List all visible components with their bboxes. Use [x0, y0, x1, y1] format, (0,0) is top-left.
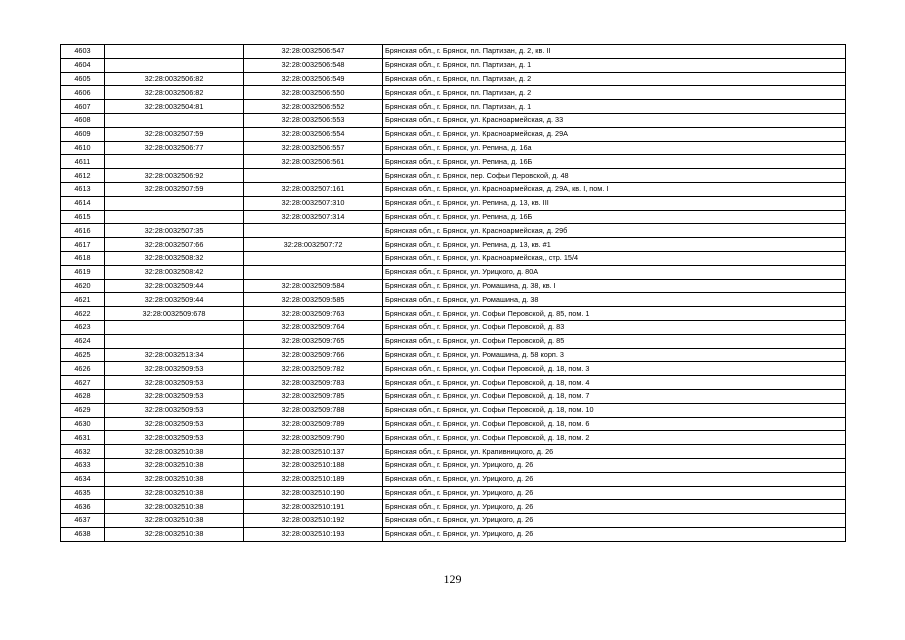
previous-cadastral-number-cell: 32:28:0032506:92 — [105, 169, 244, 183]
previous-cadastral-number-cell: 32:28:0032510:38 — [105, 514, 244, 528]
row-number-cell: 4625 — [61, 348, 105, 362]
previous-cadastral-number-cell: 32:28:0032504:81 — [105, 100, 244, 114]
table-row — [61, 72, 846, 86]
row-number-cell: 4620 — [61, 279, 105, 293]
table-row — [61, 403, 846, 417]
previous-cadastral-number-cell: 32:28:0032510:38 — [105, 500, 244, 514]
address-cell: Брянская обл., г. Брянск, ул. Красноармейская, д. 29б — [383, 224, 846, 238]
row-number-cell: 4622 — [61, 307, 105, 321]
row-number-cell: 4624 — [61, 334, 105, 348]
row-number-cell: 4607 — [61, 100, 105, 114]
row-number-cell: 4603 — [61, 45, 105, 59]
previous-cadastral-number-cell: 32:28:0032509:44 — [105, 293, 244, 307]
cadastral-number-cell: 32:28:0032510:192 — [244, 514, 383, 528]
address-cell: Брянская обл., г. Брянск, ул. Софьи Перовской, д. 18, пом. 3 — [383, 362, 846, 376]
cadastral-number-cell: 32:28:0032506:561 — [244, 155, 383, 169]
row-number-cell: 4637 — [61, 514, 105, 528]
previous-cadastral-number-cell: 32:28:0032509:53 — [105, 431, 244, 445]
row-number-cell: 4606 — [61, 86, 105, 100]
registry-table — [60, 44, 846, 542]
address-cell: Брянская обл., г. Брянск, ул. Софьи Перовской, д. 18, пом. 10 — [383, 403, 846, 417]
table-row — [61, 265, 846, 279]
previous-cadastral-number-cell: 32:28:0032506:82 — [105, 72, 244, 86]
table-row — [61, 445, 846, 459]
address-cell: Брянская обл., г. Брянск, ул. Урицкого, д. 26 — [383, 500, 846, 514]
row-number-cell: 4621 — [61, 293, 105, 307]
cadastral-number-cell: 32:28:0032509:788 — [244, 403, 383, 417]
cadastral-number-cell: 32:28:0032510:191 — [244, 500, 383, 514]
cadastral-number-cell: 32:28:0032506:552 — [244, 100, 383, 114]
table-row — [61, 58, 846, 72]
row-number-cell: 4633 — [61, 458, 105, 472]
address-cell: Брянская обл., г. Брянск, ул. Крапивницкого, д. 26 — [383, 445, 846, 459]
row-number-cell: 4631 — [61, 431, 105, 445]
row-number-cell: 4611 — [61, 155, 105, 169]
previous-cadastral-number-cell: 32:28:0032510:38 — [105, 486, 244, 500]
row-number-cell: 4635 — [61, 486, 105, 500]
address-cell: Брянская обл., г. Брянск, ул. Софьи Перовской, д. 18, пом. 7 — [383, 389, 846, 403]
cadastral-number-cell: 32:28:0032510:190 — [244, 486, 383, 500]
address-cell: Брянская обл., г. Брянск, ул. Красноармейская, д. 29А — [383, 127, 846, 141]
address-cell: Брянская обл., г. Брянск, ул. Урицкого, д. 26 — [383, 472, 846, 486]
table-row — [61, 210, 846, 224]
table-row — [61, 279, 846, 293]
cadastral-number-cell: 32:28:0032509:765 — [244, 334, 383, 348]
row-number-cell: 4613 — [61, 182, 105, 196]
table-row — [61, 224, 846, 238]
address-cell: Брянская обл., г. Брянск, ул. Красноармейская, д. 33 — [383, 113, 846, 127]
cadastral-number-cell: 32:28:0032510:188 — [244, 458, 383, 472]
address-cell: Брянская обл., г. Брянск, ул. Софьи Перовской, д. 83 — [383, 320, 846, 334]
address-cell: Брянская обл., г. Брянск, пер. Софьи Перовской, д. 48 — [383, 169, 846, 183]
row-number-cell: 4634 — [61, 472, 105, 486]
cadastral-number-cell — [244, 251, 383, 265]
address-cell: Брянская обл., г. Брянск, ул. Урицкого, д. 26 — [383, 514, 846, 528]
previous-cadastral-number-cell — [105, 210, 244, 224]
address-cell: Брянская обл., г. Брянск, ул. Урицкого, д. 80А — [383, 265, 846, 279]
previous-cadastral-number-cell — [105, 196, 244, 210]
table-row — [61, 293, 846, 307]
cadastral-number-cell — [244, 169, 383, 183]
cadastral-number-cell: 32:28:0032507:72 — [244, 238, 383, 252]
cadastral-number-cell — [244, 265, 383, 279]
row-number-cell: 4608 — [61, 113, 105, 127]
row-number-cell: 4609 — [61, 127, 105, 141]
previous-cadastral-number-cell: 32:28:0032507:66 — [105, 238, 244, 252]
table-row — [61, 196, 846, 210]
previous-cadastral-number-cell: 32:28:0032510:38 — [105, 445, 244, 459]
table-row — [61, 514, 846, 528]
table-row — [61, 86, 846, 100]
cadastral-number-cell: 32:28:0032509:584 — [244, 279, 383, 293]
cadastral-number-cell: 32:28:0032506:548 — [244, 58, 383, 72]
row-number-cell: 4628 — [61, 389, 105, 403]
row-number-cell: 4618 — [61, 251, 105, 265]
previous-cadastral-number-cell — [105, 155, 244, 169]
row-number-cell: 4636 — [61, 500, 105, 514]
table-row — [61, 251, 846, 265]
cadastral-number-cell: 32:28:0032506:557 — [244, 141, 383, 155]
previous-cadastral-number-cell: 32:28:0032509:53 — [105, 389, 244, 403]
address-cell: Брянская обл., г. Брянск, ул. Софьи Перовской, д. 85, пом. 1 — [383, 307, 846, 321]
table-row — [61, 100, 846, 114]
table-row — [61, 472, 846, 486]
previous-cadastral-number-cell — [105, 45, 244, 59]
cadastral-number-cell: 32:28:0032509:764 — [244, 320, 383, 334]
cadastral-number-cell: 32:28:0032510:189 — [244, 472, 383, 486]
previous-cadastral-number-cell: 32:28:0032507:35 — [105, 224, 244, 238]
cadastral-number-cell: 32:28:0032509:766 — [244, 348, 383, 362]
cadastral-number-cell: 32:28:0032506:553 — [244, 113, 383, 127]
previous-cadastral-number-cell: 32:28:0032509:53 — [105, 417, 244, 431]
table-row — [61, 486, 846, 500]
table-row — [61, 238, 846, 252]
row-number-cell: 4617 — [61, 238, 105, 252]
row-number-cell: 4629 — [61, 403, 105, 417]
previous-cadastral-number-cell: 32:28:0032509:53 — [105, 403, 244, 417]
table-row — [61, 127, 846, 141]
cadastral-number-cell: 32:28:0032506:550 — [244, 86, 383, 100]
address-cell: Брянская обл., г. Брянск, ул. Ромашина, д. 38 — [383, 293, 846, 307]
address-cell: Брянская обл., г. Брянск, ул. Репина, д. 13, кв. III — [383, 196, 846, 210]
address-cell: Брянская обл., г. Брянск, ул. Софьи Перовской, д. 18, пом. 4 — [383, 376, 846, 390]
address-cell: Брянская обл., г. Брянск, ул. Репина, д. 13, кв. #1 — [383, 238, 846, 252]
previous-cadastral-number-cell: 32:28:0032509:53 — [105, 362, 244, 376]
address-cell: Брянская обл., г. Брянск, ул. Софьи Перовской, д. 18, пом. 2 — [383, 431, 846, 445]
cadastral-number-cell: 32:28:0032509:782 — [244, 362, 383, 376]
previous-cadastral-number-cell: 32:28:0032507:59 — [105, 182, 244, 196]
previous-cadastral-number-cell: 32:28:0032513:34 — [105, 348, 244, 362]
cadastral-number-cell: 32:28:0032509:585 — [244, 293, 383, 307]
row-number-cell: 4616 — [61, 224, 105, 238]
table-row — [61, 458, 846, 472]
table-row — [61, 155, 846, 169]
cadastral-number-cell: 32:28:0032509:785 — [244, 389, 383, 403]
table-row — [61, 348, 846, 362]
address-cell: Брянская обл., г. Брянск, ул. Репина, д. 16Б — [383, 210, 846, 224]
table-row — [61, 141, 846, 155]
address-cell: Брянская обл., г. Брянск, ул. Софьи Перовской, д. 85 — [383, 334, 846, 348]
address-cell: Брянская обл., г. Брянск, ул. Красноармейская,, стр. 15/4 — [383, 251, 846, 265]
row-number-cell: 4610 — [61, 141, 105, 155]
cadastral-number-cell: 32:28:0032507:310 — [244, 196, 383, 210]
row-number-cell: 4615 — [61, 210, 105, 224]
table-row — [61, 307, 846, 321]
cadastral-number-cell: 32:28:0032509:783 — [244, 376, 383, 390]
address-cell: Брянская обл., г. Брянск, ул. Софьи Перовской, д. 18, пом. 6 — [383, 417, 846, 431]
previous-cadastral-number-cell: 32:28:0032510:38 — [105, 458, 244, 472]
page-number: 129 — [443, 572, 462, 586]
previous-cadastral-number-cell — [105, 334, 244, 348]
previous-cadastral-number-cell: 32:28:0032509:44 — [105, 279, 244, 293]
table-row — [61, 45, 846, 59]
address-cell: Брянская обл., г. Брянск, ул. Репина, д. 16Б — [383, 155, 846, 169]
previous-cadastral-number-cell: 32:28:0032510:38 — [105, 472, 244, 486]
cadastral-number-cell: 32:28:0032509:763 — [244, 307, 383, 321]
table-row — [61, 169, 846, 183]
address-cell: Брянская обл., г. Брянск, ул. Ромашина, д. 58 корп. 3 — [383, 348, 846, 362]
previous-cadastral-number-cell: 32:28:0032510:38 — [105, 527, 244, 541]
previous-cadastral-number-cell: 32:28:0032508:42 — [105, 265, 244, 279]
cadastral-number-cell: 32:28:0032509:790 — [244, 431, 383, 445]
row-number-cell: 4619 — [61, 265, 105, 279]
row-number-cell: 4614 — [61, 196, 105, 210]
row-number-cell: 4623 — [61, 320, 105, 334]
row-number-cell: 4626 — [61, 362, 105, 376]
row-number-cell: 4632 — [61, 445, 105, 459]
row-number-cell: 4638 — [61, 527, 105, 541]
address-cell: Брянская обл., г. Брянск, ул. Урицкого, д. 26 — [383, 458, 846, 472]
previous-cadastral-number-cell — [105, 58, 244, 72]
row-number-cell: 4627 — [61, 376, 105, 390]
table-row — [61, 113, 846, 127]
table-row — [61, 320, 846, 334]
row-number-cell: 4630 — [61, 417, 105, 431]
previous-cadastral-number-cell: 32:28:0032508:32 — [105, 251, 244, 265]
address-cell: Брянская обл., г. Брянск, ул. Красноармейская, д. 29А, кв. I, пом. I — [383, 182, 846, 196]
previous-cadastral-number-cell: 32:28:0032509:678 — [105, 307, 244, 321]
address-cell: Брянская обл., г. Брянск, пл. Партизан, д. 2 — [383, 86, 846, 100]
row-number-cell: 4605 — [61, 72, 105, 86]
cadastral-number-cell — [244, 224, 383, 238]
address-cell: Брянская обл., г. Брянск, пл. Партизан, д. 2, кв. II — [383, 45, 846, 59]
address-cell: Брянская обл., г. Брянск, ул. Урицкого, д. 26 — [383, 486, 846, 500]
address-cell: Брянская обл., г. Брянск, пл. Партизан, д. 2 — [383, 72, 846, 86]
previous-cadastral-number-cell: 32:28:0032506:82 — [105, 86, 244, 100]
previous-cadastral-number-cell: 32:28:0032507:59 — [105, 127, 244, 141]
previous-cadastral-number-cell — [105, 113, 244, 127]
row-number-cell: 4612 — [61, 169, 105, 183]
address-cell: Брянская обл., г. Брянск, пл. Партизан, д. 1 — [383, 100, 846, 114]
table-row — [61, 500, 846, 514]
cadastral-number-cell: 32:28:0032507:314 — [244, 210, 383, 224]
table-row — [61, 182, 846, 196]
address-cell: Брянская обл., г. Брянск, ул. Ромашина, д. 38, кв. I — [383, 279, 846, 293]
cadastral-number-cell: 32:28:0032509:789 — [244, 417, 383, 431]
cadastral-number-cell: 32:28:0032510:137 — [244, 445, 383, 459]
address-cell: Брянская обл., г. Брянск, ул. Урицкого, д. 26 — [383, 527, 846, 541]
registry-table-body — [61, 45, 846, 542]
previous-cadastral-number-cell: 32:28:0032506:77 — [105, 141, 244, 155]
cadastral-number-cell: 32:28:0032507:161 — [244, 182, 383, 196]
previous-cadastral-number-cell: 32:28:0032509:53 — [105, 376, 244, 390]
table-row — [61, 362, 846, 376]
cadastral-number-cell: 32:28:0032506:554 — [244, 127, 383, 141]
cadastral-number-cell: 32:28:0032506:549 — [244, 72, 383, 86]
table-row — [61, 389, 846, 403]
previous-cadastral-number-cell — [105, 320, 244, 334]
address-cell: Брянская обл., г. Брянск, пл. Партизан, д. 1 — [383, 58, 846, 72]
cadastral-number-cell: 32:28:0032510:193 — [244, 527, 383, 541]
table-row — [61, 527, 846, 541]
row-number-cell: 4604 — [61, 58, 105, 72]
table-row — [61, 376, 846, 390]
table-row — [61, 334, 846, 348]
table-row — [61, 431, 846, 445]
address-cell: Брянская обл., г. Брянск, ул. Репина, д. 16а — [383, 141, 846, 155]
cadastral-number-cell: 32:28:0032506:547 — [244, 45, 383, 59]
table-row — [61, 417, 846, 431]
